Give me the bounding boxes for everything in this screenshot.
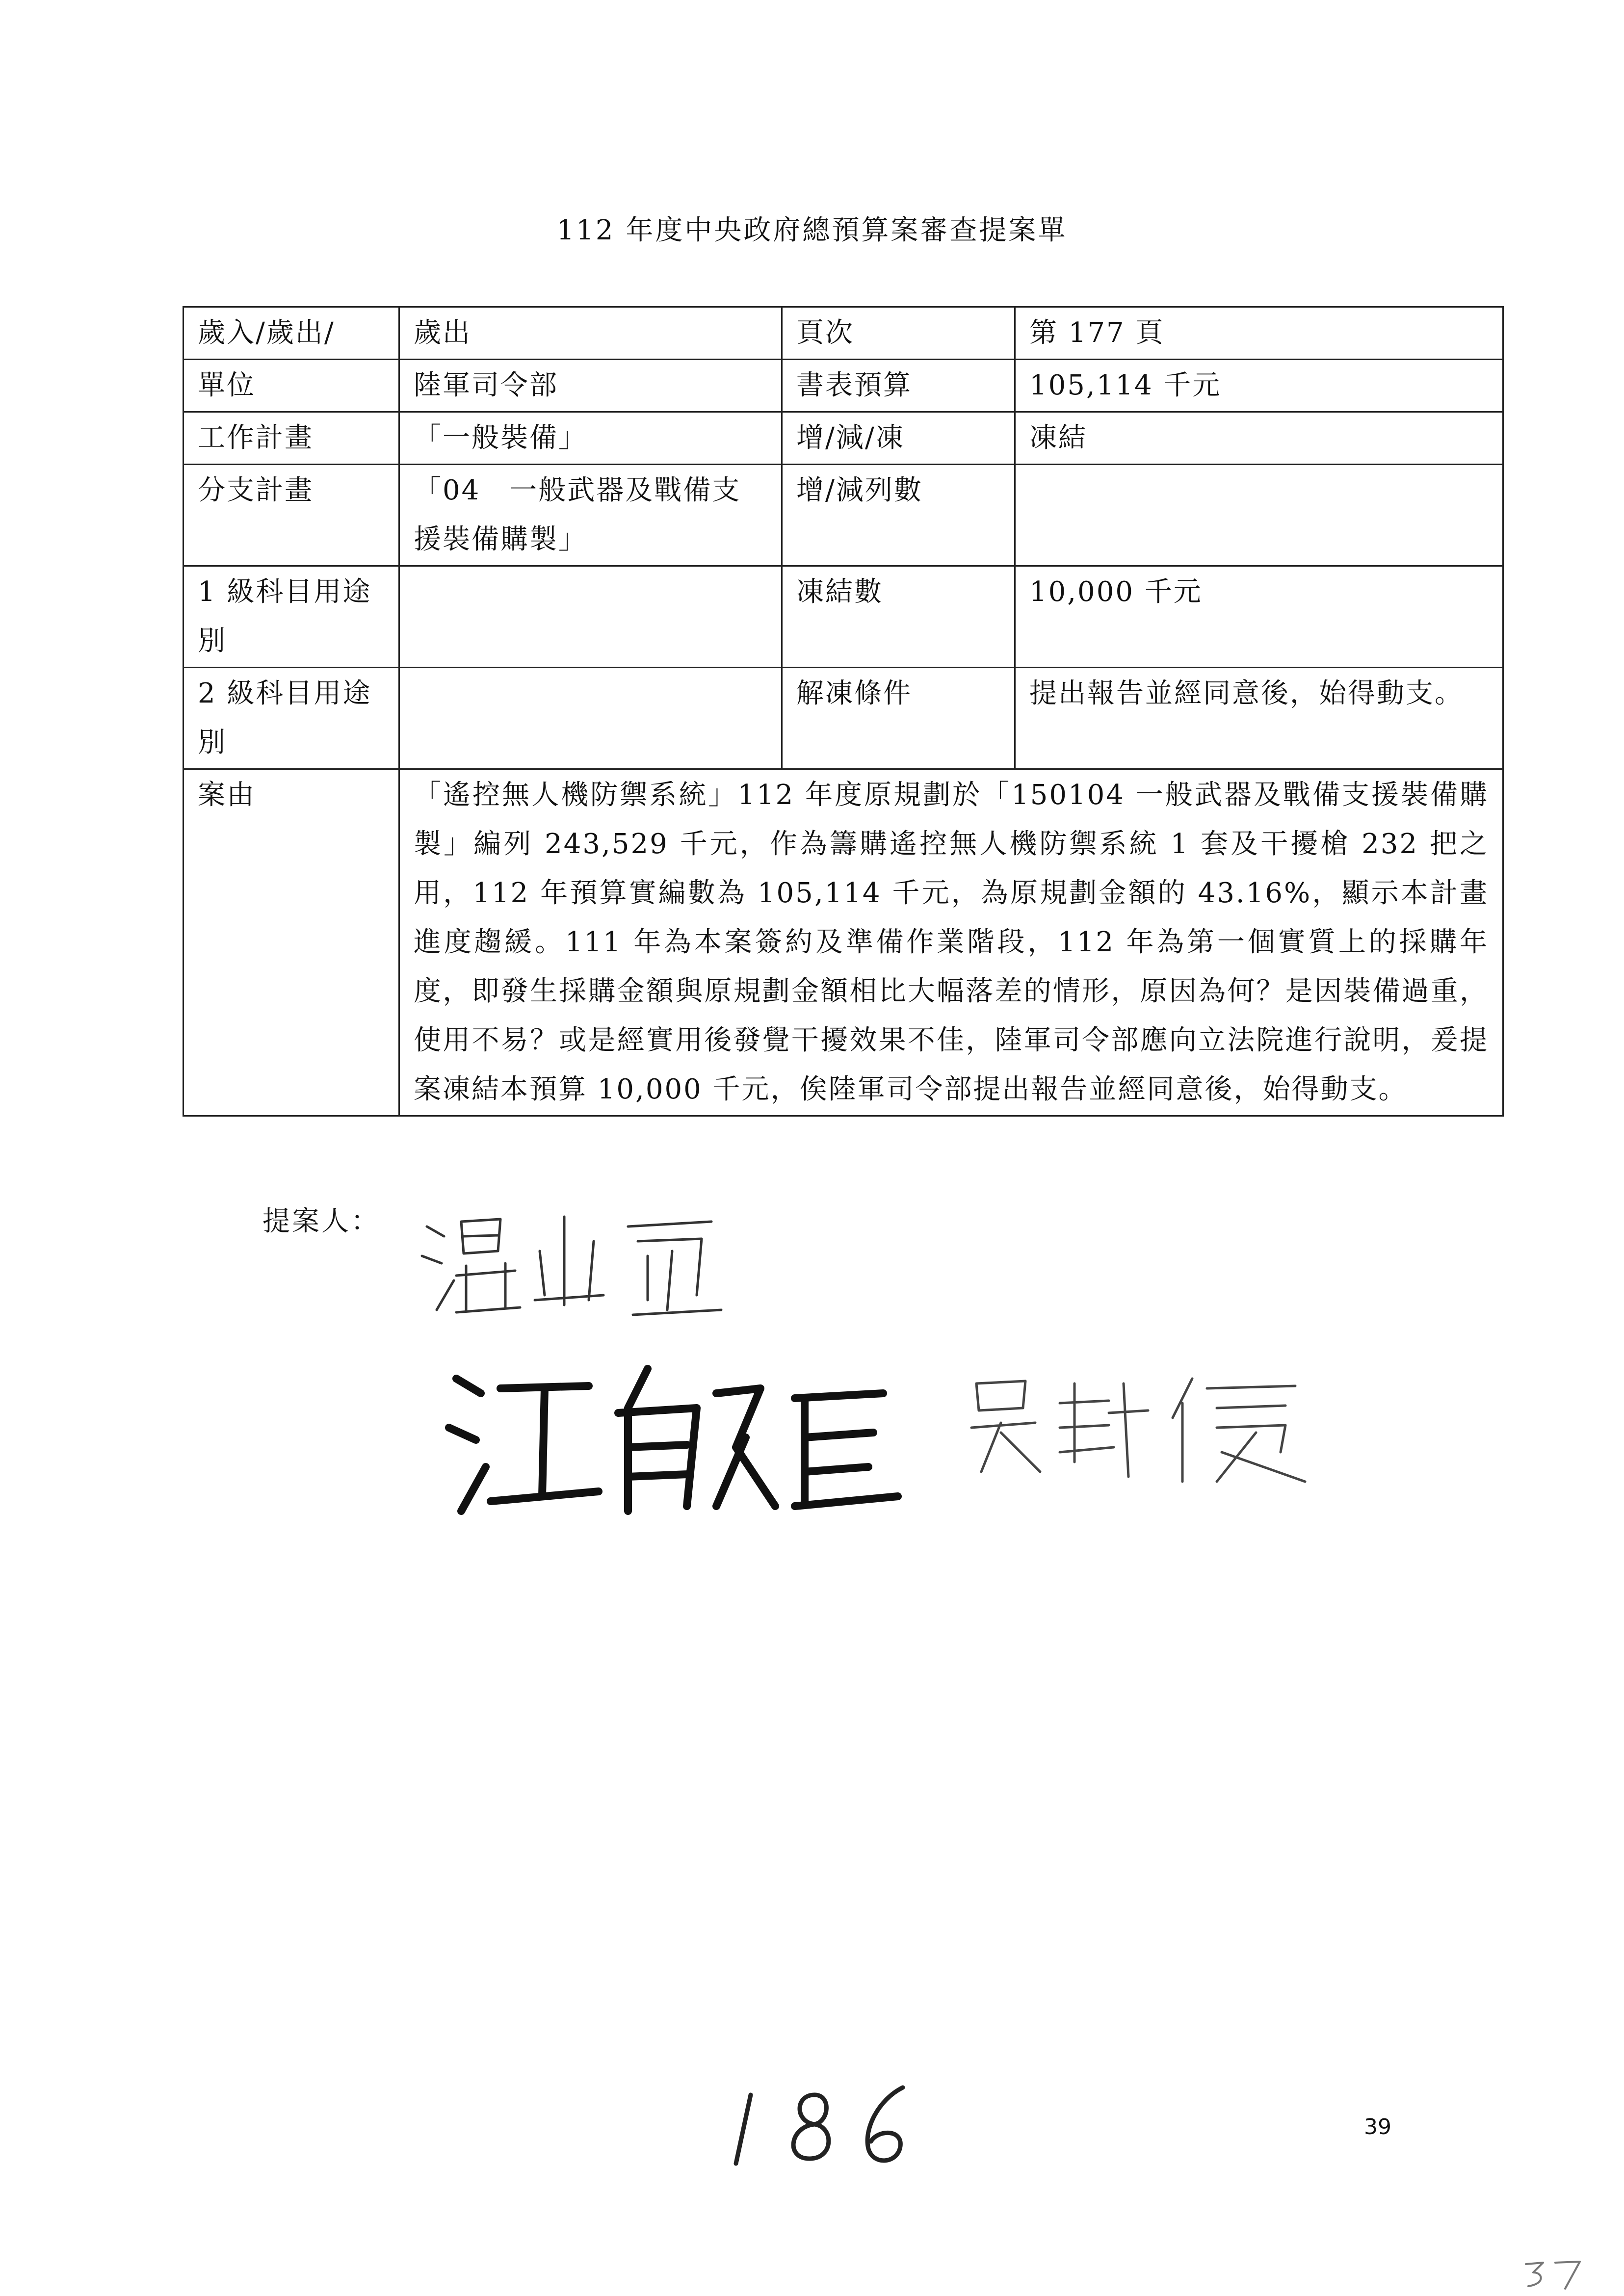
row-label: 分支計畫	[183, 465, 399, 566]
row-value-2: 凍結	[1015, 412, 1503, 465]
row-label: 2 級科目用途別	[183, 668, 399, 769]
table-row	[183, 566, 1503, 668]
table-row	[183, 360, 1503, 412]
table-row	[183, 668, 1503, 769]
row-value: 「一般裝備」	[399, 412, 782, 465]
row-label-2: 凍結數	[782, 566, 1015, 668]
row-label-2: 增/減列數	[782, 465, 1015, 566]
reason-text: 「遙控無人機防禦系統」112 年度原規劃於「150104 一般武器及戰備支援裝備購製」編列 243,529 千元，作為籌購遙控無人機防禦系統 1 套及干擾槍 232 把之用，112 年預算實編數為 105,114 千元，為原規劃金額的 43.16%，顯示本計畫進度趨緩。111 年為本案簽約及準備作業階段，112 年為第一個實質上的採購年度，即發生採購金額與原規劃金額相比大幅落差的情形，原因為何？是因裝備過重，使用不易？或是經實用後發覺干擾效果不佳，陸軍司令部應向立法院進行說明，爰提案凍結本預算 10,000 千元，俟陸軍司令部提出報告並經同意後，始得動支。	[399, 769, 1503, 1116]
row-value: 陸軍司令部	[399, 360, 782, 412]
handwritten-page-number	[721, 2075, 937, 2173]
signature-2	[442, 1349, 913, 1536]
row-label: 單位	[183, 360, 399, 412]
row-label: 歲入/歲出/	[183, 307, 399, 360]
row-value-2: 105,114 千元	[1015, 360, 1503, 412]
row-value-2: 10,000 千元	[1015, 566, 1503, 668]
proposal-form-table	[183, 306, 1504, 1117]
row-value: 歲出	[399, 307, 782, 360]
signature-3	[962, 1364, 1344, 1491]
row-label-2: 書表預算	[782, 360, 1015, 412]
row-value-2: 第 177 頁	[1015, 307, 1503, 360]
corner-handwritten-mark	[1521, 2257, 1590, 2291]
page-number: 39	[1364, 2114, 1391, 2139]
table-row	[183, 307, 1503, 360]
row-value: 「04 一般武器及戰備支援裝備購製」	[399, 465, 782, 566]
row-label-2: 頁次	[782, 307, 1015, 360]
row-value-2	[1015, 465, 1503, 566]
table-row	[183, 465, 1503, 566]
row-label: 工作計畫	[183, 412, 399, 465]
document-title: 112 年度中央政府總預算案審查提案單	[556, 214, 1068, 246]
row-value	[399, 566, 782, 668]
reason-label: 案由	[183, 769, 399, 1116]
row-value	[399, 668, 782, 769]
table-row	[183, 769, 1503, 1116]
signature-1	[417, 1197, 751, 1325]
row-label-2: 增/減/凍	[782, 412, 1015, 465]
proposer-label: 提案人：	[262, 1205, 380, 1237]
row-value-2: 提出報告並經同意後，始得動支。	[1015, 668, 1503, 769]
row-label-2: 解凍條件	[782, 668, 1015, 769]
table-row	[183, 412, 1503, 465]
row-label: 1 級科目用途別	[183, 566, 399, 668]
